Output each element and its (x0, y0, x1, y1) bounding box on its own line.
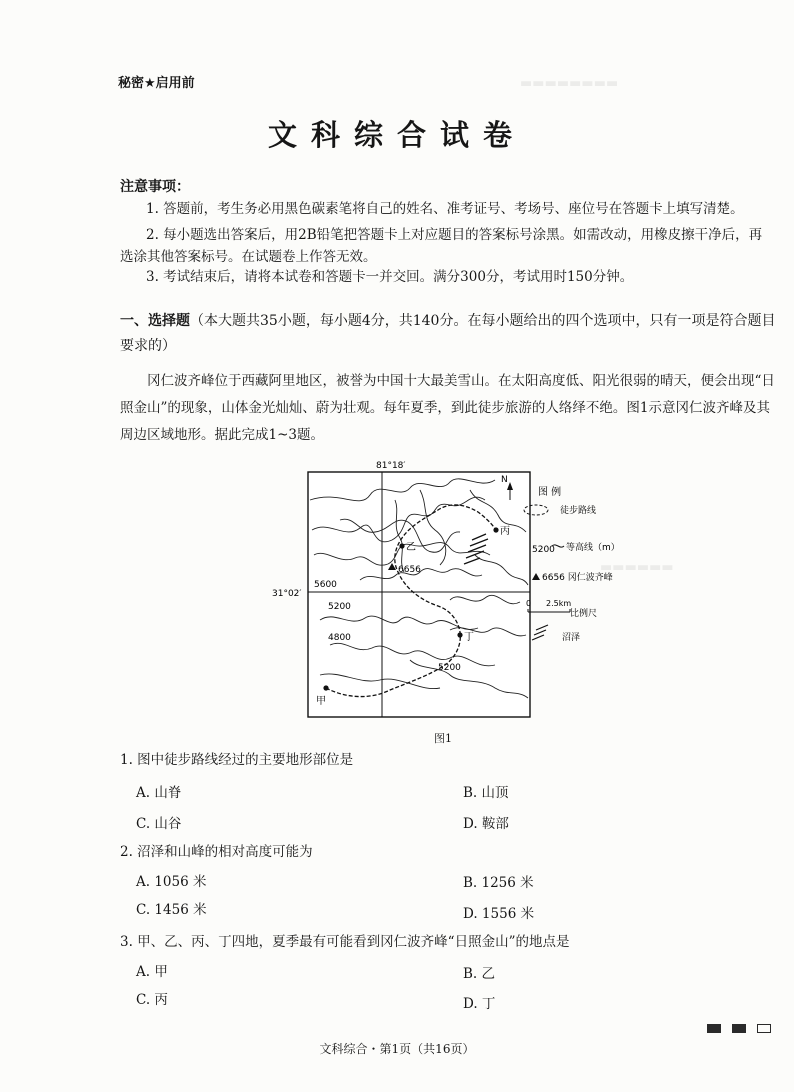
bleed-through: ▬▬▬▬▬▬▬▬ (520, 76, 619, 91)
notice-item-2: 2. 每小题选出答案后，用2B铅笔把答题卡上对应题目的答案标号涂黑。如需改动，用橡皮擦干净后，再 (146, 227, 763, 243)
section-header (120, 309, 780, 359)
contour-label: 5200 (328, 602, 351, 612)
q3-option-d: D. 丁 (463, 996, 496, 1012)
notice-heading: 注意事项： (120, 179, 190, 195)
q3-option-b: B. 乙 (463, 966, 496, 982)
secret-label: 秘密★启用前 (118, 76, 195, 91)
place-marker-bing (493, 527, 498, 532)
contour-label: 4800 (328, 633, 351, 643)
place-jia: 甲 (316, 696, 326, 707)
lon-label: 81°18′ (376, 461, 406, 471)
notice-item-1: 1. 答题前，考生务必用黑色碳素笔将自己的姓名、准考证号、考场号、座位号在答题卡上填写清楚。 (146, 201, 744, 217)
notice-item-2-cont: 选涂其他答案标号。在试题卷上作答无效。 (120, 249, 377, 265)
q1-option-b: B. 山顶 (463, 785, 509, 801)
page-marker-icon (707, 1024, 721, 1033)
terrain-map (272, 460, 620, 725)
place-marker-ding (457, 632, 462, 637)
legend-scale-value: 2.5km (546, 599, 572, 608)
page-marker-icon (732, 1024, 746, 1033)
legend-route: 徒步路线 (560, 506, 597, 516)
legend-scale-zero: 0 (526, 599, 532, 608)
north-label: N (501, 475, 508, 485)
page-marker-icon (757, 1024, 771, 1033)
marsh-legend-icon (532, 625, 548, 640)
notice-item-3: 3. 考试结束后，请将本试卷和答题卡一并交回。满分300分，考试用时150分钟。 (146, 269, 634, 285)
legend-scale-label: 比例尺 (570, 609, 598, 619)
legend-contour: 等高线（m） (566, 543, 620, 553)
legend-marsh: 沼泽 (562, 633, 581, 643)
page-footer: 文科综合・第1页（共16页） (319, 1042, 475, 1056)
place-yi: 乙 (406, 542, 416, 553)
question-2: 2. 沼泽和山峰的相对高度可能为 (120, 844, 313, 860)
q3-option-c: C. 丙 (136, 992, 168, 1008)
q2-option-c: C. 1456 米 (136, 902, 207, 918)
q3-option-a: A. 甲 (136, 964, 168, 980)
question-3: 3. 甲、乙、丙、丁四地，夏季最有可能看到冈仁波齐峰“日照金山”的地点是 (120, 934, 570, 950)
place-marker-jia (323, 685, 328, 690)
section-desc: （本大题共35小题，每小题4分，共140分。在每小题给出的四个选项中，只有一项是符合题目要求的） (120, 313, 776, 354)
question-1: 1. 图中徒步路线经过的主要地形部位是 (120, 752, 354, 768)
q2-option-b: B. 1256 米 (463, 875, 534, 891)
q1-option-a: A. 山脊 (136, 785, 182, 801)
lat-label: 31°02′ (272, 589, 302, 599)
peak-elevation: 6656 (398, 565, 421, 575)
place-marker-yi (399, 543, 404, 548)
legend-contour-value: 5200 (532, 545, 555, 555)
place-bing: 丙 (500, 526, 510, 537)
bleed-through: ▬▬▬▬▬▬ (600, 560, 674, 575)
map-frame (308, 472, 530, 717)
contour-label: 5600 (314, 580, 337, 590)
q2-option-d: D. 1556 米 (463, 906, 535, 922)
q2-option-a: A. 1056 米 (136, 874, 207, 890)
q1-option-d: D. 鞍部 (463, 816, 509, 832)
q1-option-c: C. 山谷 (136, 816, 182, 832)
legend-peak: 6656 冈仁波齐峰 (542, 573, 613, 583)
place-ding: 丁 (464, 632, 474, 643)
page-title: 文科综合试卷 (267, 118, 526, 152)
contour-label: 5200 (438, 663, 461, 673)
figure-caption: 图1 (434, 732, 452, 745)
legend-title: 图 例 (538, 487, 562, 498)
section-title: 一、选择题 (120, 313, 190, 329)
peak-legend-icon (532, 573, 540, 580)
intro-paragraph: 冈仁波齐峰位于西藏阿里地区，被誉为中国十大最美雪山。在太阳高度低、阳光很弱的晴天，便会出现“日照金山”的现象，山体金光灿灿、蔚为壮观。每年夏季，到此徒步旅游的人络绎不绝。图1示意冈仁波齐峰及其周边区域地形。据此完成1~3题。 (120, 373, 775, 443)
